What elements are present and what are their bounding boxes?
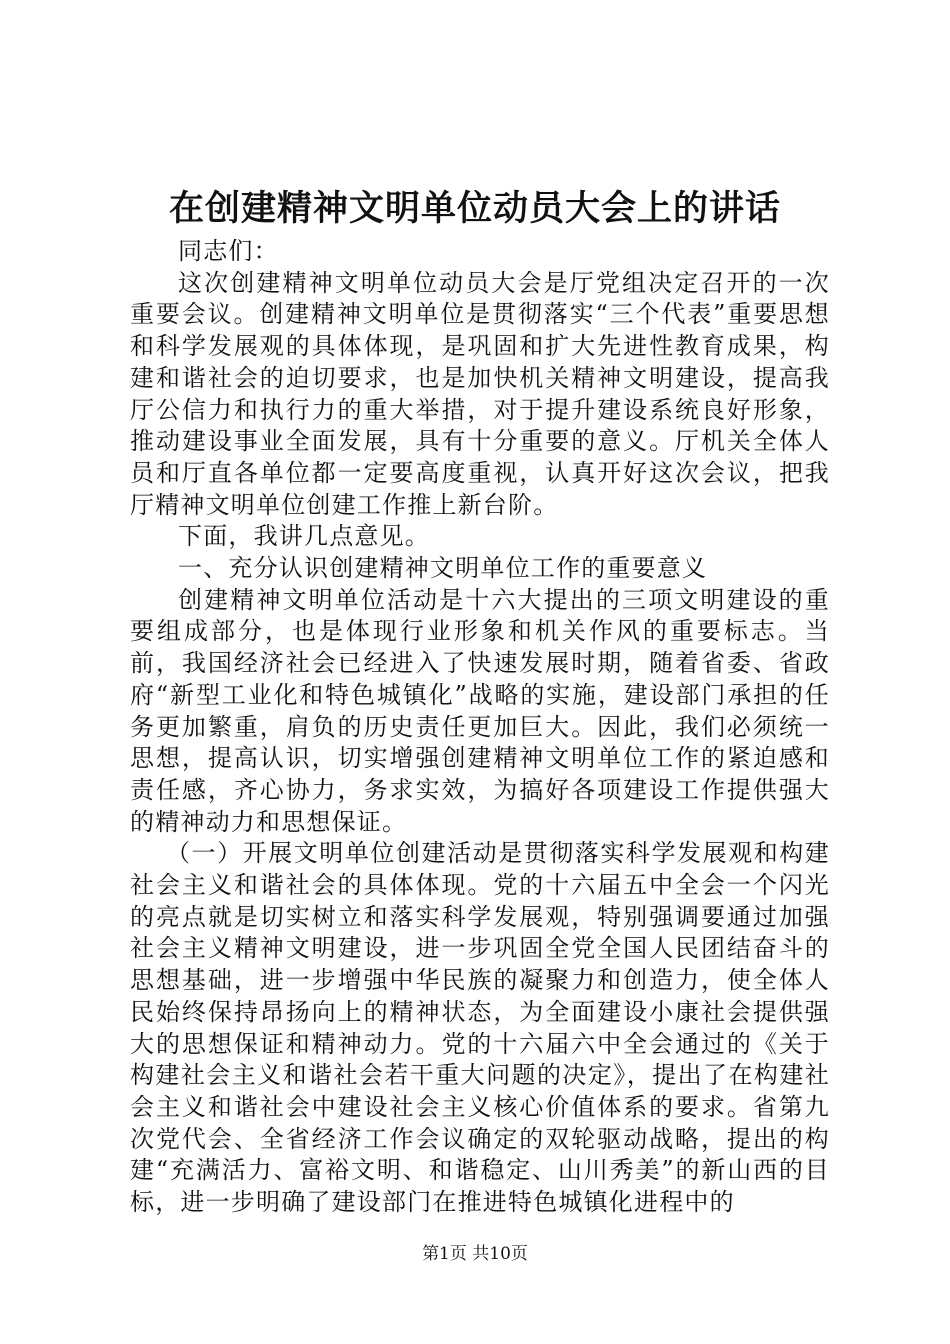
section-paragraph: 创建精神文明单位活动是十六大提出的三项文明建设的重要组成部分，也是体现行业形象和机关作风的重要标志。当前，我国经济社会已经进入了快速发展时期，随着省委、省政府“新型工业化和特色城镇化”战略的实施，建设部门承担的任务更加繁重，肩负的历史责任更加巨大。因此，我们必须统一思想，提高认识，切实增强创建精神文明单位工作的紧迫感和责任感，齐心协力，务求实效，为搞好各项建设工作提供强大的精神动力和思想保证。 (130, 585, 830, 836)
intro-paragraph: 这次创建精神文明单位动员大会是厅党组决定召开的一次重要会议。创建精神文明单位是贯彻落实“三个代表”重要思想和科学发展观的具体体现，是巩固和扩大先进性教育成果，构建和谐社会的迫切要求，也是加快机关精神文明建设，提高我厅公信力和执行力的重大举措，对于提升建设系统良好形象，推动建设事业全面发展，具有十分重要的意义。厅机关全体人员和厅直各单位都一定要高度重视，认真开好这次会议，把我厅精神文明单位创建工作推上新台阶。 (130, 268, 830, 519)
section-heading: 一、充分认识创建精神文明单位工作的重要意义 (178, 554, 708, 583)
transition-paragraph: 下面，我讲几点意见。 (178, 522, 430, 551)
document-title: 在创建精神文明单位动员大会上的讲话 (168, 188, 781, 229)
subsection-paragraph: （一）开展文明单位创建活动是贯彻落实科学发展观和构建社会主义和谐社会的具体体现。党的十六届五中全会一个闪光的亮点就是切实树立和落实科学发展观，特别强调要通过加强社会主义精神文明建设，进一步巩固全党全国人民团结奋斗的思想基础，进一步增强中华民族的凝聚力和创造力，使全体人民始终保持昂扬向上的精神状态，为全面建设小康社会提供强大的思想保证和精神动力。党的十六届六中全会通过的《关于构建社会主义和谐社会若干重大问题的决定》，提出了在构建社会主义和谐社会中建设社会主义核心价值体系的要求。省第九次党代会、全省经济工作会议确定的双轮驱动战略，提出的构建“充满活力、富裕文明、和谐稳定、山川秀美”的新山西的目标，进一步明确了建设部门在推进特色城镇化进程中的 (130, 839, 830, 1217)
salutation-paragraph: 同志们： (178, 237, 279, 265)
document-body (130, 236, 830, 1219)
page-number-footer: 第1页 共10页 (422, 1244, 528, 1264)
